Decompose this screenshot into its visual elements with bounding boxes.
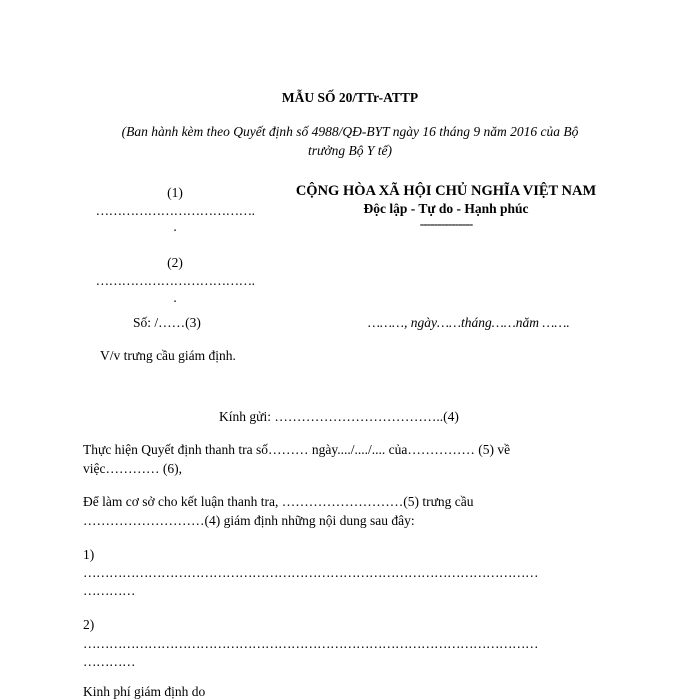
item-dots-long: ……………………………………………………………………………………………	[83, 636, 538, 651]
agency-marker-2: (2)	[167, 255, 183, 270]
agency-dot-2: .	[173, 290, 177, 305]
item-dots-short: …………	[83, 583, 135, 598]
document-number: Số: /……(3)	[133, 315, 201, 330]
item-dots-long: ……………………………………………………………………………………………	[83, 565, 538, 580]
agency-dots-2: ……………………………….	[95, 273, 255, 288]
item-dots-short: …………	[83, 654, 135, 669]
subject-line: V/v trưng cầu giám định.	[100, 348, 236, 363]
agency-marker-1: (1)	[167, 185, 183, 200]
paragraph-1-line-2: việc………… (6),	[83, 461, 182, 476]
national-motto: Độc lập - Tự do - Hạnh phúc	[363, 201, 529, 216]
paragraph-2-line-1: Để làm cơ sở cho kết luận thanh tra, ………………………(5) trưng cầu	[83, 494, 474, 509]
nation-name: CỘNG HÒA XÃ HỘI CHỦ NGHĨA VIỆT NAM	[295, 183, 597, 199]
paragraph-2-line-2: ………………………(4) giám định những nội dung sau đây:	[83, 513, 415, 528]
form-code-title: MẪU SỐ 20/TTr-ATTP	[281, 90, 419, 105]
agency-dots-1: ……………………………….	[95, 203, 255, 218]
recipient-line: Kính gửi: ………………………………..(4)	[219, 409, 459, 424]
paragraph-1-line-1: Thực hiện Quyết định thanh tra số……… ngày..../..../.... của…………… (5) về	[83, 442, 511, 457]
issuance-note-line2: trưởng Bộ Y tế)	[308, 143, 392, 158]
motto-underline: ---------------	[419, 216, 473, 231]
issuance-note-line1: (Ban hành kèm theo Quyết định số 4988/QĐ-BYT ngày 16 tháng 9 năm 2016 của Bộ	[121, 124, 579, 139]
item-label: 2)	[83, 617, 95, 632]
cost-line: Kinh phí giám định do	[83, 684, 206, 699]
item-label: 1)	[83, 547, 95, 562]
date-line: ………, ngày……tháng……năm …….	[368, 315, 570, 330]
agency-dot-1: .	[173, 219, 177, 234]
